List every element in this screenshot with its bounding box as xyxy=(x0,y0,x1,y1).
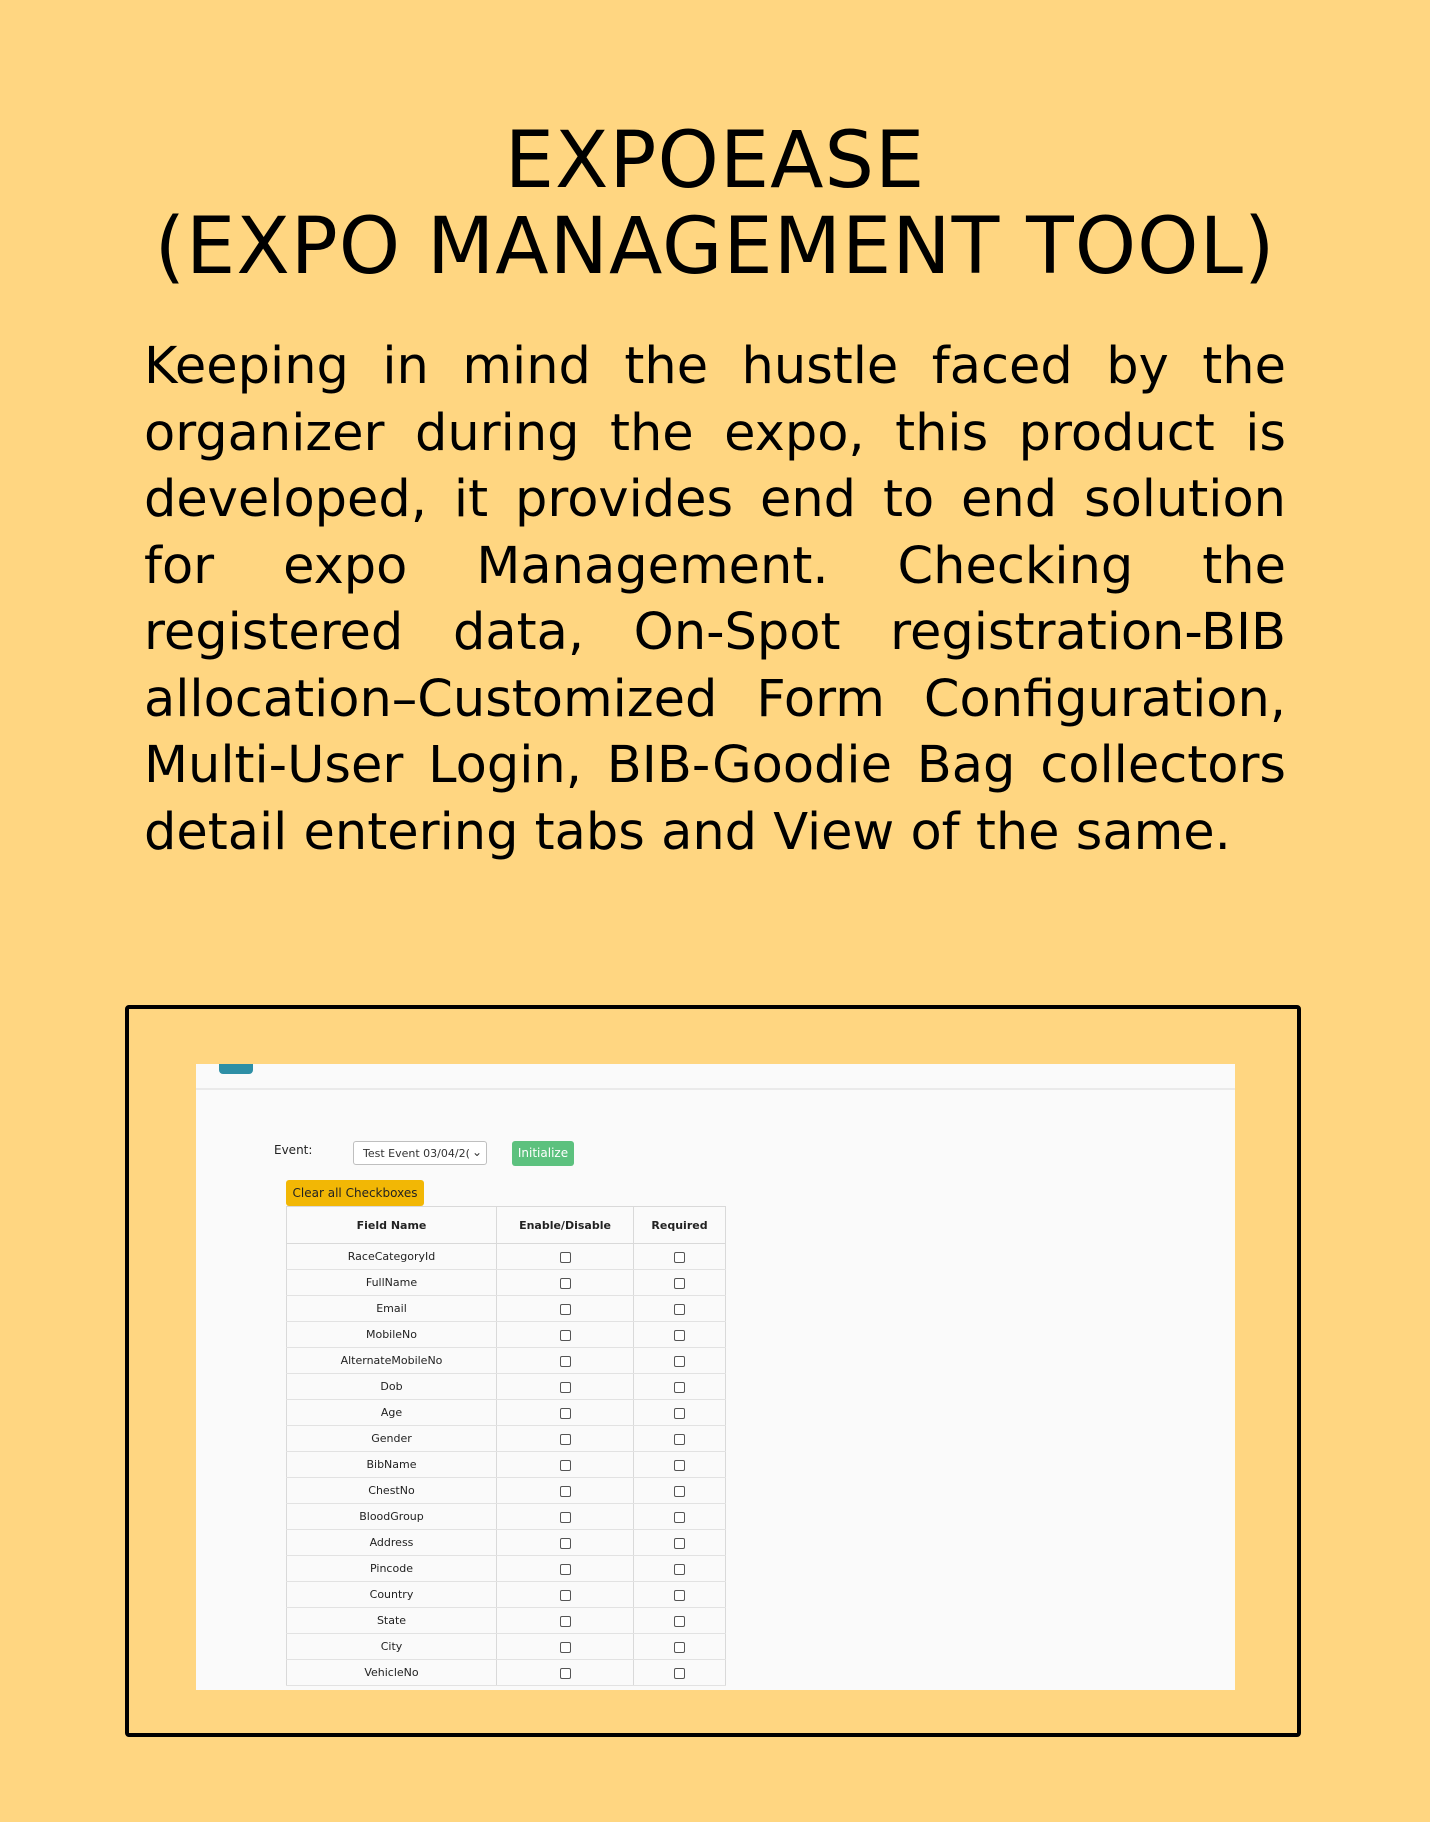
table-row xyxy=(287,1660,726,1686)
field-name-cell: Dob xyxy=(287,1374,497,1400)
required-cell xyxy=(634,1374,726,1400)
required-checkbox[interactable] xyxy=(674,1304,685,1315)
app-topbar xyxy=(196,1064,1235,1090)
enable-checkbox[interactable] xyxy=(560,1538,571,1549)
table-header-row xyxy=(287,1207,726,1244)
table-row xyxy=(287,1634,726,1660)
enable-checkbox[interactable] xyxy=(560,1512,571,1523)
required-cell xyxy=(634,1608,726,1634)
enable-checkbox[interactable] xyxy=(560,1616,571,1627)
enable-checkbox[interactable] xyxy=(560,1668,571,1679)
table-row xyxy=(287,1452,726,1478)
field-name-cell: Country xyxy=(287,1582,497,1608)
enable-checkbox[interactable] xyxy=(560,1330,571,1341)
enable-cell xyxy=(497,1478,634,1504)
field-config-table xyxy=(286,1206,726,1686)
required-checkbox[interactable] xyxy=(674,1642,685,1653)
required-cell xyxy=(634,1296,726,1322)
table-body xyxy=(287,1244,726,1686)
table-row xyxy=(287,1374,726,1400)
form-config-screenshot xyxy=(196,1064,1235,1690)
required-cell xyxy=(634,1426,726,1452)
required-checkbox[interactable] xyxy=(674,1616,685,1627)
column-header-field-name: Field Name xyxy=(287,1207,497,1244)
table-row xyxy=(287,1608,726,1634)
required-checkbox[interactable] xyxy=(674,1668,685,1679)
table-row xyxy=(287,1582,726,1608)
required-cell xyxy=(634,1348,726,1374)
field-name-cell: MobileNo xyxy=(287,1322,497,1348)
enable-cell xyxy=(497,1244,634,1270)
field-name-cell: Address xyxy=(287,1530,497,1556)
enable-cell xyxy=(497,1504,634,1530)
required-cell xyxy=(634,1582,726,1608)
enable-cell xyxy=(497,1556,634,1582)
required-checkbox[interactable] xyxy=(674,1356,685,1367)
event-select-value: Test Event 03/04/2( xyxy=(363,1147,470,1160)
enable-checkbox[interactable] xyxy=(560,1460,571,1471)
table-row xyxy=(287,1504,726,1530)
column-header-enable-disable: Enable/Disable xyxy=(497,1207,634,1244)
required-checkbox[interactable] xyxy=(674,1382,685,1393)
column-header-required: Required xyxy=(634,1207,726,1244)
enable-cell xyxy=(497,1660,634,1686)
table-row xyxy=(287,1244,726,1270)
required-checkbox[interactable] xyxy=(674,1512,685,1523)
enable-checkbox[interactable] xyxy=(560,1486,571,1497)
enable-cell xyxy=(497,1296,634,1322)
enable-cell xyxy=(497,1348,634,1374)
field-name-cell: RaceCategoryId xyxy=(287,1244,497,1270)
enable-checkbox[interactable] xyxy=(560,1434,571,1445)
table-row xyxy=(287,1556,726,1582)
field-name-cell: Email xyxy=(287,1296,497,1322)
required-cell xyxy=(634,1556,726,1582)
enable-checkbox[interactable] xyxy=(560,1278,571,1289)
page-title xyxy=(0,118,1430,290)
field-name-cell: AlternateMobileNo xyxy=(287,1348,497,1374)
enable-checkbox[interactable] xyxy=(560,1590,571,1601)
enable-cell xyxy=(497,1530,634,1556)
chevron-down-icon: ⌄ xyxy=(471,1145,482,1159)
field-name-cell: BibName xyxy=(287,1452,497,1478)
required-cell xyxy=(634,1400,726,1426)
enable-checkbox[interactable] xyxy=(560,1356,571,1367)
table-row xyxy=(287,1530,726,1556)
event-select[interactable] xyxy=(353,1141,487,1165)
title-line-1: EXPOEASE xyxy=(504,116,926,206)
field-name-cell: Age xyxy=(287,1400,497,1426)
required-cell xyxy=(634,1634,726,1660)
field-name-cell: City xyxy=(287,1634,497,1660)
product-description: Keeping in mind the hustle faced by the organizer during the expo, this product is developed, it provides end to end solution for expo Management. Checking the registered data, On-Spot registration-BIB allocation–Customized Form Configuration, Multi-User Login, BIB-Goodie Bag collectors detail entering tabs and View of the same. xyxy=(144,337,1286,862)
field-name-cell: Gender xyxy=(287,1426,497,1452)
enable-cell xyxy=(497,1374,634,1400)
enable-cell xyxy=(497,1582,634,1608)
enable-cell xyxy=(497,1270,634,1296)
required-checkbox[interactable] xyxy=(674,1590,685,1601)
table-row xyxy=(287,1348,726,1374)
required-checkbox[interactable] xyxy=(674,1564,685,1575)
required-cell xyxy=(634,1530,726,1556)
enable-cell xyxy=(497,1400,634,1426)
field-name-cell: State xyxy=(287,1608,497,1634)
field-name-cell: ChestNo xyxy=(287,1478,497,1504)
enable-cell xyxy=(497,1452,634,1478)
enable-cell xyxy=(497,1608,634,1634)
table-row xyxy=(287,1296,726,1322)
required-checkbox[interactable] xyxy=(674,1486,685,1497)
clear-all-checkboxes-button[interactable]: Clear all Checkboxes xyxy=(286,1180,424,1206)
table-row xyxy=(287,1322,726,1348)
field-name-cell: FullName xyxy=(287,1270,497,1296)
required-checkbox[interactable] xyxy=(674,1330,685,1341)
table-row xyxy=(287,1270,726,1296)
required-cell xyxy=(634,1504,726,1530)
required-checkbox[interactable] xyxy=(674,1434,685,1445)
table-row xyxy=(287,1426,726,1452)
required-cell xyxy=(634,1452,726,1478)
required-checkbox[interactable] xyxy=(674,1538,685,1549)
enable-checkbox[interactable] xyxy=(560,1252,571,1263)
required-checkbox[interactable] xyxy=(674,1278,685,1289)
enable-cell xyxy=(497,1322,634,1348)
enable-checkbox[interactable] xyxy=(560,1408,571,1419)
required-checkbox[interactable] xyxy=(674,1408,685,1419)
required-cell xyxy=(634,1478,726,1504)
menu-toggle-button[interactable] xyxy=(219,1064,253,1074)
required-checkbox[interactable] xyxy=(674,1252,685,1263)
enable-cell xyxy=(497,1634,634,1660)
required-cell xyxy=(634,1660,726,1686)
required-cell xyxy=(634,1270,726,1296)
title-line-2: (EXPO MANAGEMENT TOOL) xyxy=(154,202,1276,292)
field-name-cell: BloodGroup xyxy=(287,1504,497,1530)
field-name-cell: VehicleNo xyxy=(287,1660,497,1686)
event-label: Event: xyxy=(274,1143,313,1157)
enable-checkbox[interactable] xyxy=(560,1304,571,1315)
enable-checkbox[interactable] xyxy=(560,1564,571,1575)
initialize-button[interactable]: Initialize xyxy=(512,1141,574,1166)
enable-checkbox[interactable] xyxy=(560,1382,571,1393)
field-name-cell: Pincode xyxy=(287,1556,497,1582)
required-checkbox[interactable] xyxy=(674,1460,685,1471)
enable-checkbox[interactable] xyxy=(560,1642,571,1653)
enable-cell xyxy=(497,1426,634,1452)
required-cell xyxy=(634,1244,726,1270)
table-row xyxy=(287,1400,726,1426)
table-row xyxy=(287,1478,726,1504)
required-cell xyxy=(634,1322,726,1348)
